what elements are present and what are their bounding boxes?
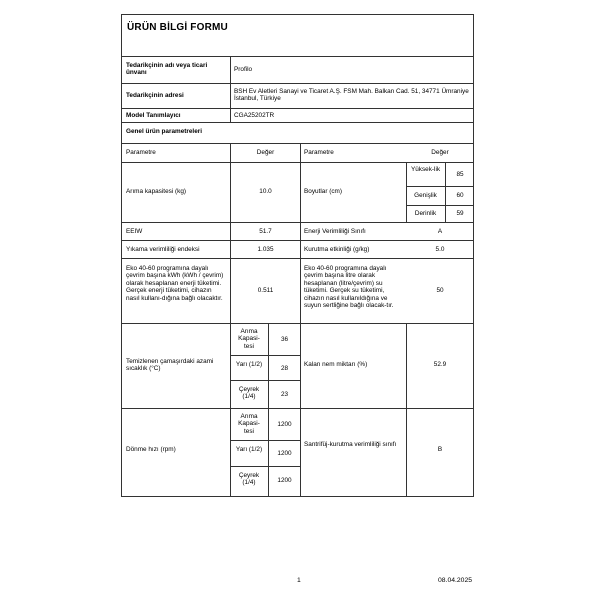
row-divider: [230, 380, 300, 381]
width-label: Genişlik: [414, 192, 437, 199]
row-divider: [121, 258, 474, 259]
moisture-value: 52.9: [433, 361, 447, 368]
row-divider: [230, 440, 300, 441]
temperature-quarter-label: Çeyrek (1/4): [238, 386, 260, 401]
model-value: CGA25202TR: [234, 112, 275, 119]
spin-class-value: B: [437, 446, 443, 453]
col-divider: [230, 143, 231, 497]
title-box: [121, 14, 474, 57]
capacity-value: 10.0: [259, 188, 272, 195]
spin-full-label: Arıma Kapasi-tesi: [238, 413, 260, 435]
wash-index-label: Yıkama verimliliği endeksi: [126, 246, 200, 253]
wash-index-value: 1.035: [257, 246, 274, 253]
spin-quarter-label: Çeyrek (1/4): [238, 472, 260, 487]
energy-class-value: A: [437, 228, 443, 235]
eeiw-value: 51.7: [259, 228, 272, 235]
water-consumption-value: 50: [436, 287, 444, 294]
col-divider: [268, 323, 269, 497]
col-divider: [406, 162, 407, 222]
energy-consumption-label: Eko 40-60 programına dayalı çevrim başına kWh (kWh / çevrim) olarak hesaplanan enerji tüketimi. Gerçek enerji tüketimi, cihazın nasıl kullanı-dığına bağlı olacaktır.: [126, 265, 224, 302]
row-divider: [121, 83, 474, 84]
row-divider: [121, 143, 474, 144]
general-heading: Genel ürün parametreleri: [126, 128, 203, 135]
water-consumption-label: Eko 40-60 programına dayalı çevrim başına litre olarak hesaplanan (litre/çevrim) su tüketimi. Gerçek su tüketimi, cihazın nasıl kullanıldığına ve suyun sertliğine bağlı olacak-tır.: [304, 265, 394, 310]
column-header-parameter-2: Parametre: [304, 149, 334, 156]
footer-date: 08.04.2025: [438, 577, 473, 584]
depth-label: Derinlik: [414, 210, 437, 217]
temperature-label: Temizlenen çamaşırdaki azami sıcaklık (°C): [126, 358, 214, 373]
row-divider: [230, 466, 300, 467]
supplier-address-value: BSH Ev Aletleri Sanayi ve Ticaret A.Ş. FSM Mah. Balkan Cad. 51, 34771 Ümraniye İstanbul, Türkiye: [234, 88, 469, 103]
column-header-parameter: Parametre: [126, 149, 156, 156]
rinse-label: Kurutma etkinliği (g/kg): [304, 246, 370, 253]
col-divider: [230, 56, 231, 122]
row-divider: [121, 122, 474, 123]
spin-full-value: 1200: [277, 421, 292, 428]
spin-speed-label: Dönme hızı (rpm): [126, 446, 176, 453]
row-divider: [121, 323, 474, 324]
col-divider: [300, 143, 301, 497]
supplier-address-label: Tedarikçinin adresi: [126, 92, 184, 99]
row-divider: [406, 186, 474, 187]
supplier-name-label: Tedarikçinin adı veya ticari ünvanı: [126, 62, 208, 77]
eeiw-label: EEIW: [126, 228, 143, 235]
column-header-value-2: Değer: [431, 149, 449, 156]
row-divider: [406, 205, 474, 206]
height-value: 85: [456, 171, 464, 178]
col-divider: [406, 323, 407, 497]
temperature-full-value: 36: [280, 336, 289, 343]
spin-half-label: Yarı (1/2): [235, 446, 263, 453]
column-header-value: Değer: [256, 149, 275, 156]
spin-half-value: 1200: [277, 450, 292, 457]
model-label: Model Tanımlayıcı: [126, 112, 181, 119]
row-divider: [230, 355, 300, 356]
width-value: 60: [456, 192, 464, 199]
height-label: Yüksek-lik: [410, 166, 441, 173]
energy-class-label: Enerji Verimliliği Sınıfı: [304, 228, 366, 235]
temperature-full-label: Arıma Kapasi-tesi: [238, 328, 260, 350]
temperature-quarter-value: 23: [280, 391, 289, 398]
energy-consumption-value: 0.511: [257, 287, 274, 294]
row-divider: [121, 162, 474, 163]
row-divider: [121, 222, 474, 223]
capacity-label: Arıma kapasitesi (kg): [126, 188, 187, 195]
depth-value: 59: [456, 210, 464, 217]
page-title: ÜRÜN BİLGİ FORMU: [127, 22, 228, 33]
spin-quarter-value: 1200: [277, 477, 292, 484]
moisture-label: Kalan nem miktarı (%): [304, 361, 368, 368]
rinse-value: 5.0: [435, 246, 445, 253]
supplier-name-value: Profilo: [234, 66, 253, 73]
temperature-half-label: Yarı (1/2): [235, 361, 263, 368]
spin-class-label: Santrifüj-kurutma verimliliği sınıfı: [304, 441, 397, 448]
row-divider: [121, 408, 474, 409]
page-number: 1: [297, 577, 301, 584]
row-divider: [121, 108, 474, 109]
row-divider: [121, 240, 474, 241]
temperature-half-value: 28: [280, 365, 289, 372]
dimensions-label: Boyutlar (cm): [304, 188, 342, 195]
